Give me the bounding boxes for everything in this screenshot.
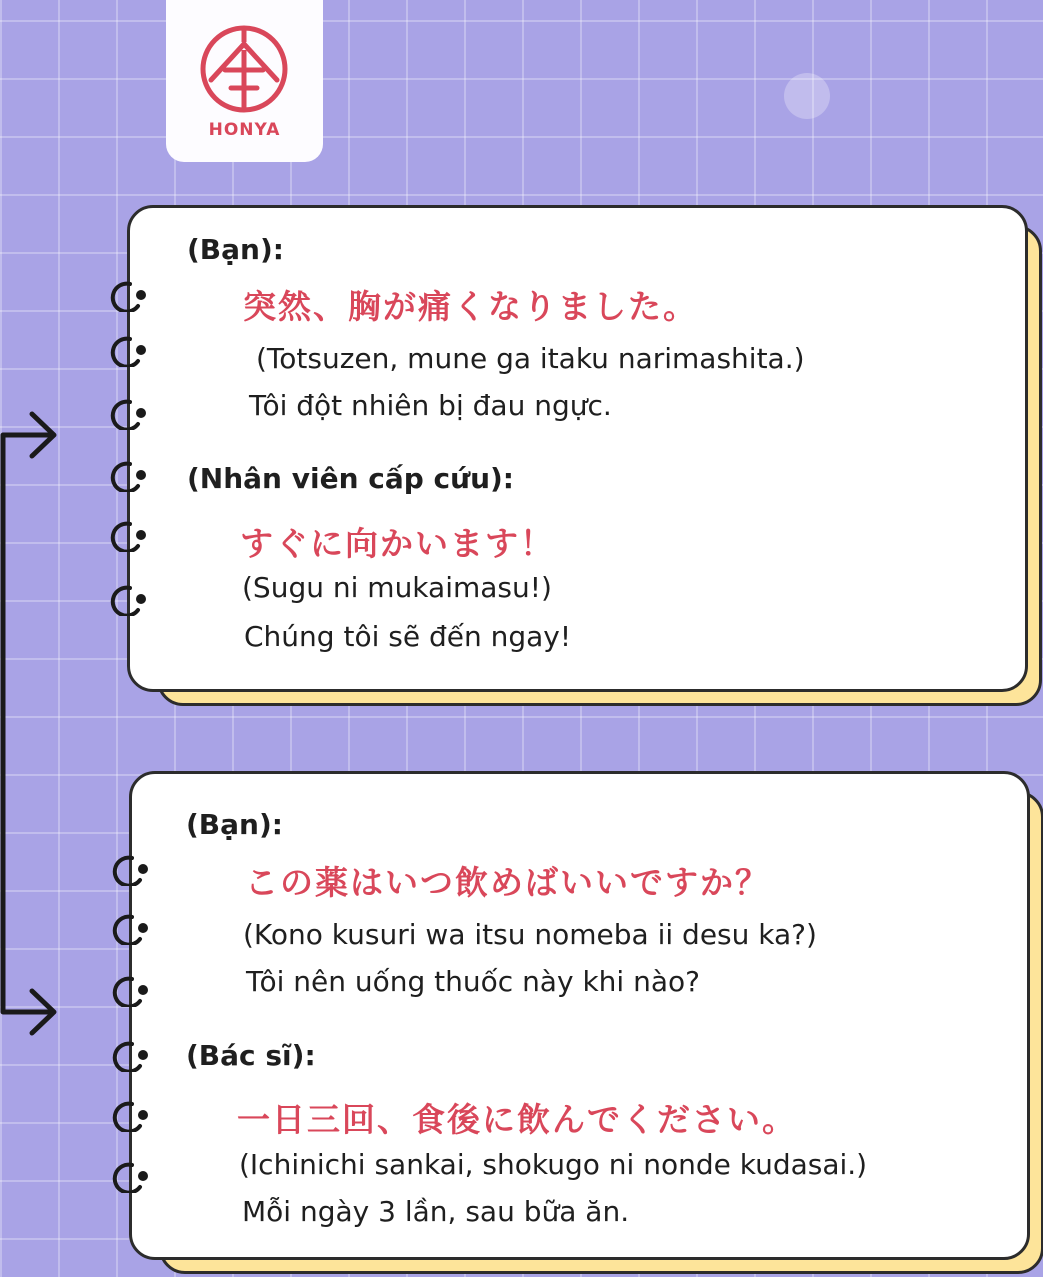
binder-ring-icon bbox=[110, 1098, 154, 1132]
speaker-label: (Bác sĩ): bbox=[186, 1039, 316, 1072]
romaji-text: (Sugu ni mukaimasu!) bbox=[242, 571, 552, 604]
romaji-text: (Ichinichi sankai, shokugo ni nonde kudasai.) bbox=[239, 1148, 868, 1181]
binder-ring-icon bbox=[108, 518, 152, 552]
speaker-label: (Bạn): bbox=[187, 233, 284, 266]
binder-ring-icon bbox=[108, 278, 152, 312]
binder-ring-icon bbox=[108, 458, 152, 492]
binder-ring-icon bbox=[108, 333, 152, 367]
vietnamese-translation: Tôi nên uống thuốc này khi nào? bbox=[246, 965, 700, 998]
binder-ring-icon bbox=[108, 396, 152, 430]
japanese-sentence: この薬はいつ飲めばいいですか？ bbox=[245, 863, 770, 902]
romaji-text: (Totsuzen, mune ga itaku narimashita.) bbox=[256, 342, 805, 375]
card-body bbox=[129, 771, 1030, 1260]
binder-ring-icon bbox=[110, 852, 154, 886]
vietnamese-translation: Mỗi ngày 3 lần, sau bữa ăn. bbox=[242, 1195, 630, 1228]
vietnamese-translation: Tôi đột nhiên bị đau ngực. bbox=[249, 389, 612, 422]
binder-ring-icon bbox=[110, 1159, 154, 1193]
japanese-sentence: 突然、胸が痛くなりました。 bbox=[243, 287, 698, 326]
binder-ring-icon bbox=[108, 582, 152, 616]
logo-card bbox=[166, 0, 323, 162]
speaker-label: (Bạn): bbox=[186, 808, 283, 841]
honya-logo-icon bbox=[197, 22, 292, 117]
logo-name: HONYA bbox=[208, 120, 281, 140]
binder-ring-icon bbox=[110, 911, 154, 945]
vietnamese-translation: Chúng tôi sẽ đến ngay! bbox=[244, 620, 572, 653]
speaker-label: (Nhân viên cấp cứu): bbox=[187, 462, 515, 495]
japanese-sentence: すぐに向かいます！ bbox=[240, 524, 555, 563]
japanese-sentence: 一日三回、食後に飲んでください。 bbox=[237, 1100, 797, 1139]
dialog-card-2 bbox=[129, 771, 1030, 1260]
connector-arrow-icon bbox=[0, 400, 70, 1050]
card-body bbox=[127, 205, 1028, 692]
binder-ring-icon bbox=[110, 1038, 154, 1072]
binder-ring-icon bbox=[110, 973, 154, 1007]
romaji-text: (Kono kusuri wa itsu nomeba ii desu ka?) bbox=[243, 918, 817, 951]
dialog-card-1 bbox=[127, 205, 1028, 692]
decorative-bubble bbox=[784, 73, 830, 119]
